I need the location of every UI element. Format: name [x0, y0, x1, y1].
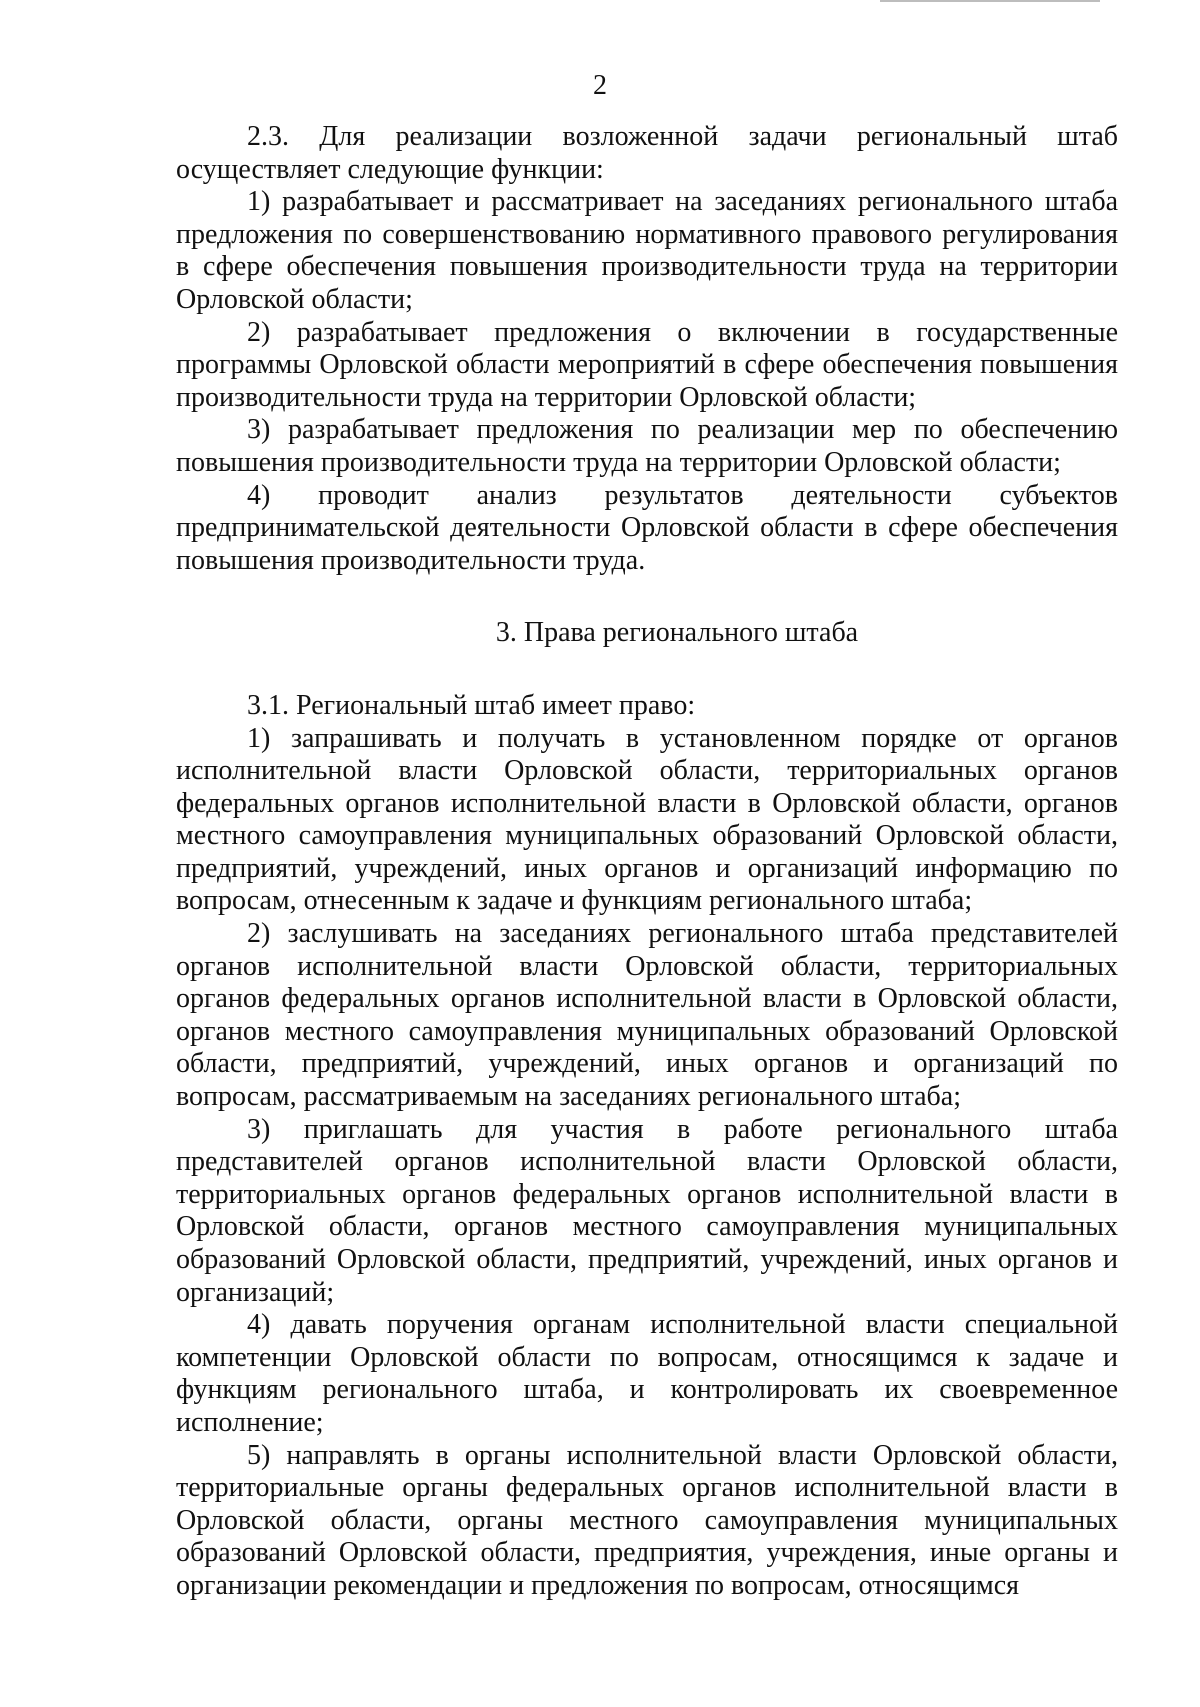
section-spacer [176, 577, 1118, 617]
function-item-4: 4) проводит анализ результатов деятельности субъектов предпринимательской деятельности Орловской области в сфере обеспечения повышения производительности труда. [176, 479, 1118, 576]
section-heading: 3. Права регионального штаба [495, 617, 859, 649]
section-spacer [176, 650, 1118, 690]
function-item-1: 1) разрабатывает и рассматривает на заседаниях регионального штаба предложения по совершенствованию нормативного правового регулирования в сфере обеспечения повышения производительности труда на территории Орловской области; [176, 186, 1118, 315]
function-item-3: 3) разрабатывает предложения по реализации мер по обеспечению повышения производительности труда на территории Орловской области; [176, 414, 1118, 478]
scan-edge-line [880, 0, 1100, 2]
paragraph-2-3: 2.3. Для реализации возложенной задачи региональный штаб осуществляет следующие функции: [176, 121, 1118, 185]
right-item-5: 5) направлять в органы исполнительной власти Орловской области, территориальные органы федеральных органов исполнительной власти в Орловской области, органы местного самоуправления муниципальных образований Орловской области, предприятия, учреждения, иные органы и организации рекомендации и предложения по вопросам, относящимся [176, 1439, 1118, 1601]
right-item-2: 2) заслушивать на заседаниях регионального штаба представителей органов исполнительной власти Орловской области, территориальных органов федеральных органов исполнительной власти в Орловской области, органов местного самоуправления муниципальных образований Орловской области, предприятий, учреждений, иных органов и организаций по вопросам, рассматриваемым на заседаниях регионального штаба; [176, 918, 1118, 1113]
function-item-2: 2) разрабатывает предложения о включении в государственные программы Орловской области мероприятий в сфере обеспечения повышения производительности труда на территории Орловской области; [176, 316, 1118, 413]
document-body [176, 121, 1118, 1603]
right-item-1: 1) запрашивать и получать в установленном порядке от органов исполнительной власти Орловской области, территориальных органов федеральных органов исполнительной власти в Орловской области, органов местного самоуправления муниципальных образований Орловской области, предприятий, учреждений, иных органов и организаций информацию по вопросам, отнесенным к задаче и функциям регионального штаба; [176, 722, 1118, 917]
page-number: 2 [593, 70, 607, 101]
right-item-4: 4) давать поручения органам исполнительной власти специальной компетенции Орловской области по вопросам, относящимся к задаче и функциям регионального штаба, и контролировать их своевременное исполнение; [176, 1309, 1118, 1438]
paragraph-3-1: 3.1. Региональный штаб имеет право: [247, 689, 696, 721]
right-item-3: 3) приглашать для участия в работе регионального штаба представителей органов исполнительной власти Орловской области, территориальных органов федеральных органов исполнительной власти в Орловской области, органов местного самоуправления муниципальных образований Орловской области, предприятий, учреждений, иных органов и организаций; [176, 1113, 1118, 1308]
